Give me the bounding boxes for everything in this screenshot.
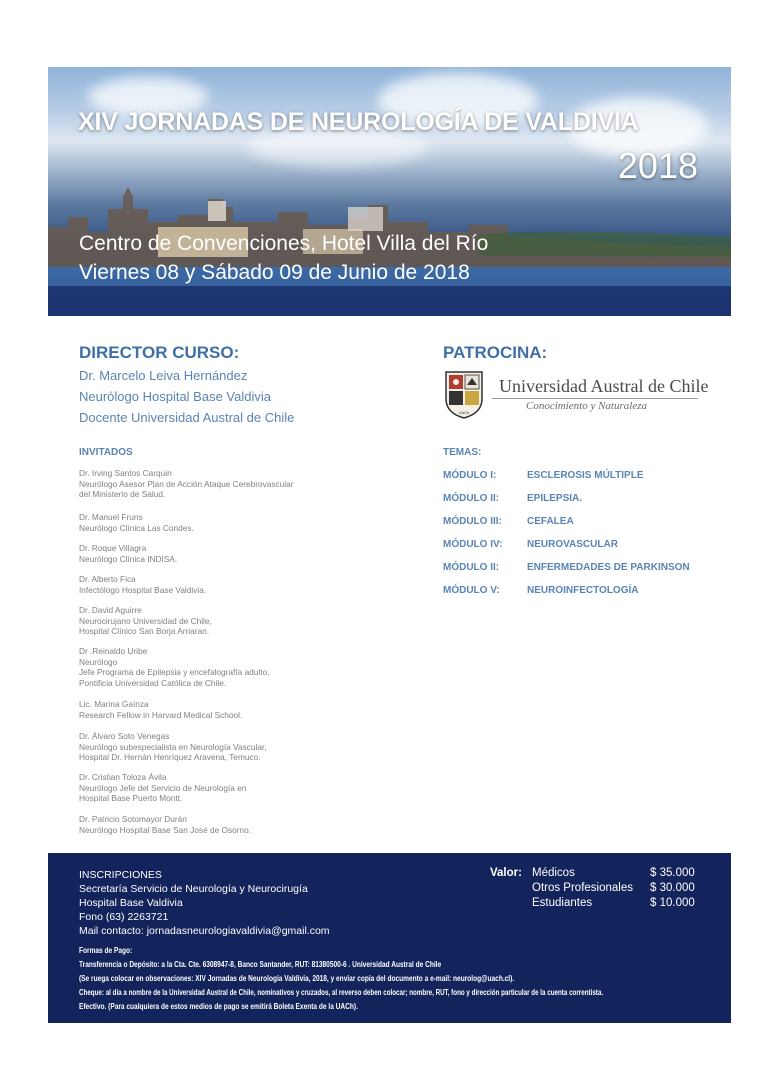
module-label: MÓDULO I: bbox=[443, 470, 497, 481]
registration-heading: INSCRIPCIONES bbox=[79, 869, 162, 881]
price-category: Otros Profesionales bbox=[532, 882, 633, 894]
guest-affiliation: Hospital Clínico San Borja Arriaran. bbox=[79, 626, 210, 637]
module-label: MÓDULO III: bbox=[443, 516, 502, 527]
guest-entry bbox=[79, 772, 379, 804]
module-topic: EPILEPSIA. bbox=[527, 493, 583, 504]
price-category: Médicos bbox=[532, 867, 575, 879]
guest-entry bbox=[79, 731, 379, 763]
guest-affiliation: Jefe Programa de Epilepsia y encefalografía adulto, bbox=[79, 667, 270, 678]
event-title: XIV JORNADAS DE NEUROLOGÍA DE VALDIVIA bbox=[78, 108, 639, 136]
guest-name: Dr. David Aguirre bbox=[79, 605, 142, 615]
module-topic: NEUROINFECTOLOGÍA bbox=[527, 585, 639, 596]
price-amount: $ 30.000 bbox=[650, 882, 695, 894]
module-topic: ESCLEROSIS MÚLTIPLE bbox=[527, 470, 644, 481]
svg-text:UACh: UACh bbox=[458, 410, 470, 415]
payment-line: Cheque: al día a nombre de la Universidad Austral de Chile, nominativos y cruzados, al reverso deben colocar; nombre, RUT, fono y dirección particular de la cuenta correntista. bbox=[79, 988, 604, 997]
sponsor-name: Universidad Austral de Chile bbox=[499, 376, 709, 396]
guest-entry bbox=[79, 646, 379, 688]
payment-line: (Se ruega colocar en observaciones: XIV Jornadas de Neurología Valdivia, 2018, y enviar copia del documento a e-mail: neurolog@uach.cl). bbox=[79, 974, 515, 983]
registration-email: Mail contacto: jornadasneurologiavaldivia@gmail.com bbox=[79, 925, 330, 937]
module-topic: ENFERMEDADES DE PARKINSON bbox=[527, 562, 690, 573]
price-value-label: Valor: bbox=[490, 867, 522, 879]
price-amount: $ 10.000 bbox=[650, 897, 695, 909]
guest-name: Dr. Álvaro Soto Venegas bbox=[79, 731, 170, 741]
university-crest-icon bbox=[443, 369, 485, 419]
payment-line: Transferencia o Depósito: a la Cta. Cte. 6308947-8, Banco Santander, RUT: 81380500-6 . Universidad Austral de Chile bbox=[79, 960, 442, 969]
registration-line: Hospital Base Valdivia bbox=[79, 897, 183, 909]
guest-affiliation: del Ministerio de Salud. bbox=[79, 489, 166, 500]
hero-banner bbox=[48, 67, 731, 316]
guests-heading: INVITADOS bbox=[79, 447, 133, 458]
director-affiliation: Docente Universidad Austral de Chile bbox=[79, 410, 295, 425]
module-topic: NEUROVASCULAR bbox=[527, 539, 618, 550]
guest-entry bbox=[79, 814, 379, 835]
guest-affiliation: Hospital Base Puerto Montt. bbox=[79, 793, 183, 804]
hero-info-band bbox=[48, 286, 731, 316]
event-year: 2018 bbox=[617, 145, 698, 186]
module-label: MÓDULO II: bbox=[443, 562, 500, 573]
guest-entry bbox=[79, 574, 379, 595]
guest-entry bbox=[79, 468, 379, 500]
guest-name: Dr .Reinaldo Uribe bbox=[79, 646, 148, 656]
guest-affiliation: Neurólogo Hospital Base San José de Osorno. bbox=[79, 824, 252, 835]
event-dates: Viernes 08 y Sábado 09 de Junio de 2018 bbox=[79, 261, 470, 284]
guest-affiliation: Neurocirujano Universidad de Chile, bbox=[79, 615, 212, 626]
guest-name: Dr. Alberto Fica bbox=[79, 574, 136, 584]
guest-name: Dr. Cristian Toloza Ávila bbox=[79, 772, 167, 782]
guest-name: Lic. Marina Gaínza bbox=[79, 699, 149, 709]
price-category: Estudiantes bbox=[532, 897, 593, 909]
guest-affiliation: Pontificia Universidad Católica de Chile. bbox=[79, 677, 227, 688]
sponsor-tagline: Conocimiento y Naturaleza bbox=[526, 400, 647, 412]
guest-name: Dr. Patricio Sotomayor Durán bbox=[79, 814, 187, 824]
guest-affiliation: Neurólogo subespecialista en Neurología Vascular, bbox=[79, 741, 267, 752]
guest-affiliation: Neurólogo bbox=[79, 656, 118, 667]
module-topic: CEFALEA bbox=[527, 516, 574, 527]
price-amount: $ 35.000 bbox=[650, 867, 695, 879]
guest-entry bbox=[79, 543, 379, 564]
guest-name: Dr. Manuel Fruns bbox=[79, 512, 143, 522]
guest-name: Dr. Irving Santos Carquin bbox=[79, 468, 172, 478]
guest-affiliation: Research Fellow in Harvard Medical School. bbox=[79, 709, 243, 720]
guest-affiliation: Hospital Dr. Hernán Henríquez Aravena, Temuco. bbox=[79, 752, 261, 763]
guest-affiliation: Neurólogo Jefe del Servicio de Neurología en bbox=[79, 782, 247, 793]
guest-entry bbox=[79, 699, 379, 720]
sponsor-heading: PATROCINA: bbox=[443, 343, 548, 362]
sponsor-divider bbox=[492, 398, 698, 399]
payment-heading: Formas de Pago: bbox=[79, 946, 133, 955]
guest-affiliation: Neurólogo Clínica Las Condes. bbox=[79, 522, 194, 533]
guest-affiliation: Neurólogo Asesor Plan de Acción Ataque Cerebrovascular bbox=[79, 478, 294, 489]
director-role: Neurólogo Hospital Base Valdivia bbox=[79, 389, 271, 404]
guest-affiliation: Neurólogo Clínica INDISA. bbox=[79, 553, 178, 564]
registration-line: Secretaría Servicio de Neurología y Neurocirugía bbox=[79, 883, 308, 895]
director-heading: DIRECTOR CURSO: bbox=[79, 343, 240, 362]
event-venue: Centro de Convenciones, Hotel Villa del Río bbox=[79, 232, 489, 255]
guest-affiliation: Infectólogo Hospital Base Valdivia. bbox=[79, 584, 207, 595]
guest-entry bbox=[79, 605, 379, 637]
registration-phone: Fono (63) 2263721 bbox=[79, 911, 169, 923]
registration-footer bbox=[48, 853, 731, 1023]
guest-entry bbox=[79, 512, 379, 533]
payment-line: Efectivo. (Para cualquiera de estos medios de pago se emitirá Boleta Exenta de la UACh). bbox=[79, 1002, 358, 1011]
module-label: MÓDULO II: bbox=[443, 493, 500, 504]
director-name: Dr. Marcelo Leiva Hernández bbox=[79, 368, 248, 383]
guest-name: Dr. Roque Villagra bbox=[79, 543, 147, 553]
module-label: MÓDULO V: bbox=[443, 585, 500, 596]
module-label: MÓDULO IV: bbox=[443, 539, 503, 550]
topics-heading: TEMAS: bbox=[443, 447, 482, 458]
